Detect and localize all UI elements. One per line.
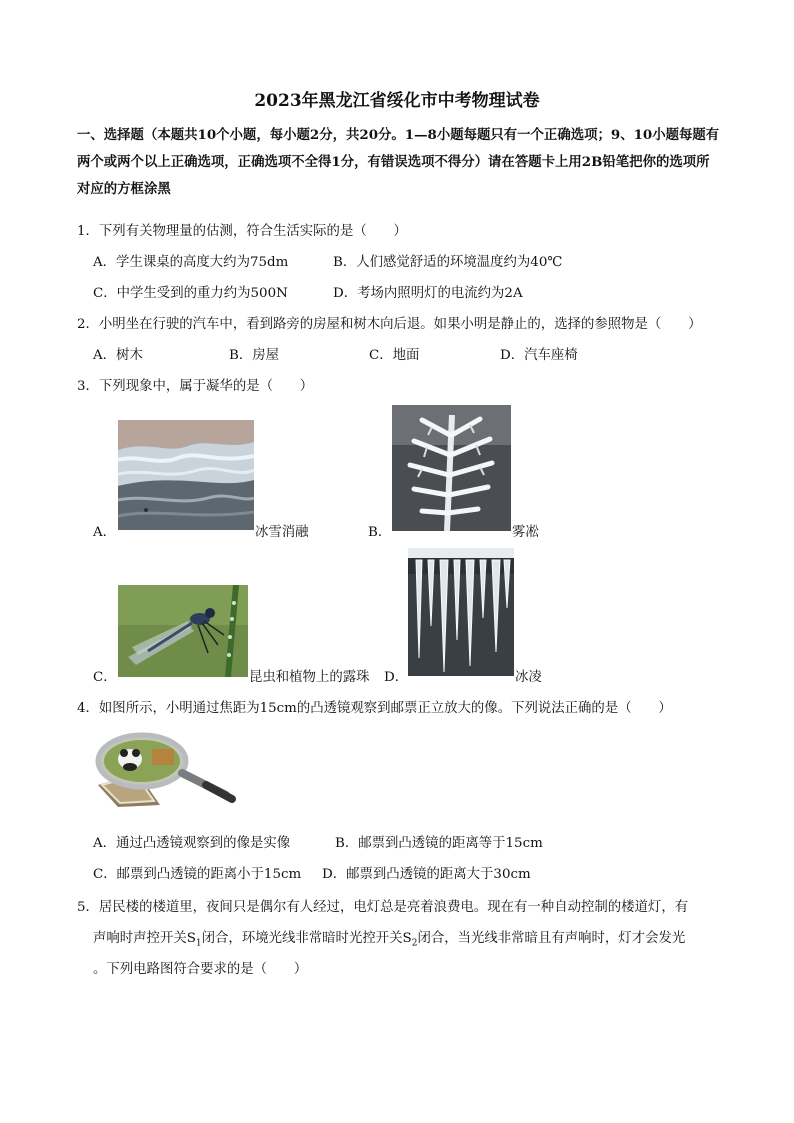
q3-image-dew [118,585,248,677]
q5-text-part-1: 声响时声控开关S [93,931,196,946]
q5-subscript-2: 2 [411,938,418,949]
question-5-line-2 [93,927,685,949]
q3-option-c-caption: 昆虫和植物上的露珠 [249,670,370,685]
question-4-stem: 4．如图所示，小明通过焦距为15cm的凸透镜观察到邮票正立放大的像。下列说法正确的是（ ） [77,701,672,716]
q3-option-d-letter: D． [384,670,409,685]
q5-text-part-3: 闭合，当光线非常暗且有声响时，灯才会发光 [417,931,686,946]
q1-option-d: D．考场内照明灯的电流约为2A [333,286,523,301]
q3-option-b-letter: B． [368,525,392,540]
q3-option-c-letter: C． [93,670,117,685]
q1-option-a: A．学生课桌的高度大约为75dm [93,255,289,270]
q2-option-a: A．树木 [93,348,143,363]
q2-option-c: C．地面 [369,348,420,363]
section-heading: 一、选择题（本题共10个小题，每小题2分，共20分。1—8小题每题只有一个正确选项；9、10小题每题有两个或两个以上正确选项，正确选项不全得1分，有错误选项不得分）请在答题卡上用2B铅笔把你的选项所对应的方框涂黑 [77,127,720,197]
q3-option-b-caption: 雾凇 [512,525,539,540]
q3-image-rime [392,405,511,531]
q4-option-c: C．邮票到凸透镜的距离小于15cm [93,867,302,882]
q4-option-a: A．通过凸透镜观察到的像是实像 [93,836,291,851]
q4-option-d: D．邮票到凸透镜的距离大于30cm [322,867,531,882]
q3-option-d-caption: 冰凌 [515,670,542,685]
question-5-line-1: 5．居民楼的楼道里，夜间只是偶尔有人经过，电灯总是亮着浪费电。现在有一种自动控制的楼道灯，有 [77,900,689,915]
q3-image-melting-ice [118,420,254,530]
q2-option-d: D．汽车座椅 [500,348,578,363]
q5-text-part-2: 闭合，环境光线非常暗时光控开关S [201,931,412,946]
q3-option-a-caption: 冰雪消融 [255,525,309,540]
page-title: 2023年黑龙江省绥化市中考物理试卷 [254,91,540,111]
q5-subscript-1: 1 [195,938,202,949]
q4-image-magnifier-stamp [94,727,240,807]
q4-option-b: B．邮票到凸透镜的距离等于15cm [335,836,543,851]
q1-option-c: C．中学生受到的重力约为500N [93,286,288,301]
question-3-stem: 3．下列现象中，属于凝华的是（ ） [77,379,314,394]
q1-option-b: B．人们感觉舒适的环境温度约为40℃ [333,255,563,270]
q3-option-a-letter: A． [93,525,117,540]
question-1-stem: 1．下列有关物理量的估测，符合生活实际的是（ ） [77,224,407,239]
q3-image-icicles [408,548,514,676]
question-2-stem: 2．小明坐在行驶的汽车中，看到路旁的房屋和树木向后退。如果小明是静止的，选择的参照物是（ ） [77,317,702,332]
question-5-line-3: 。下列电路图符合要求的是（ ） [93,962,308,977]
q2-option-b: B．房屋 [229,348,280,363]
